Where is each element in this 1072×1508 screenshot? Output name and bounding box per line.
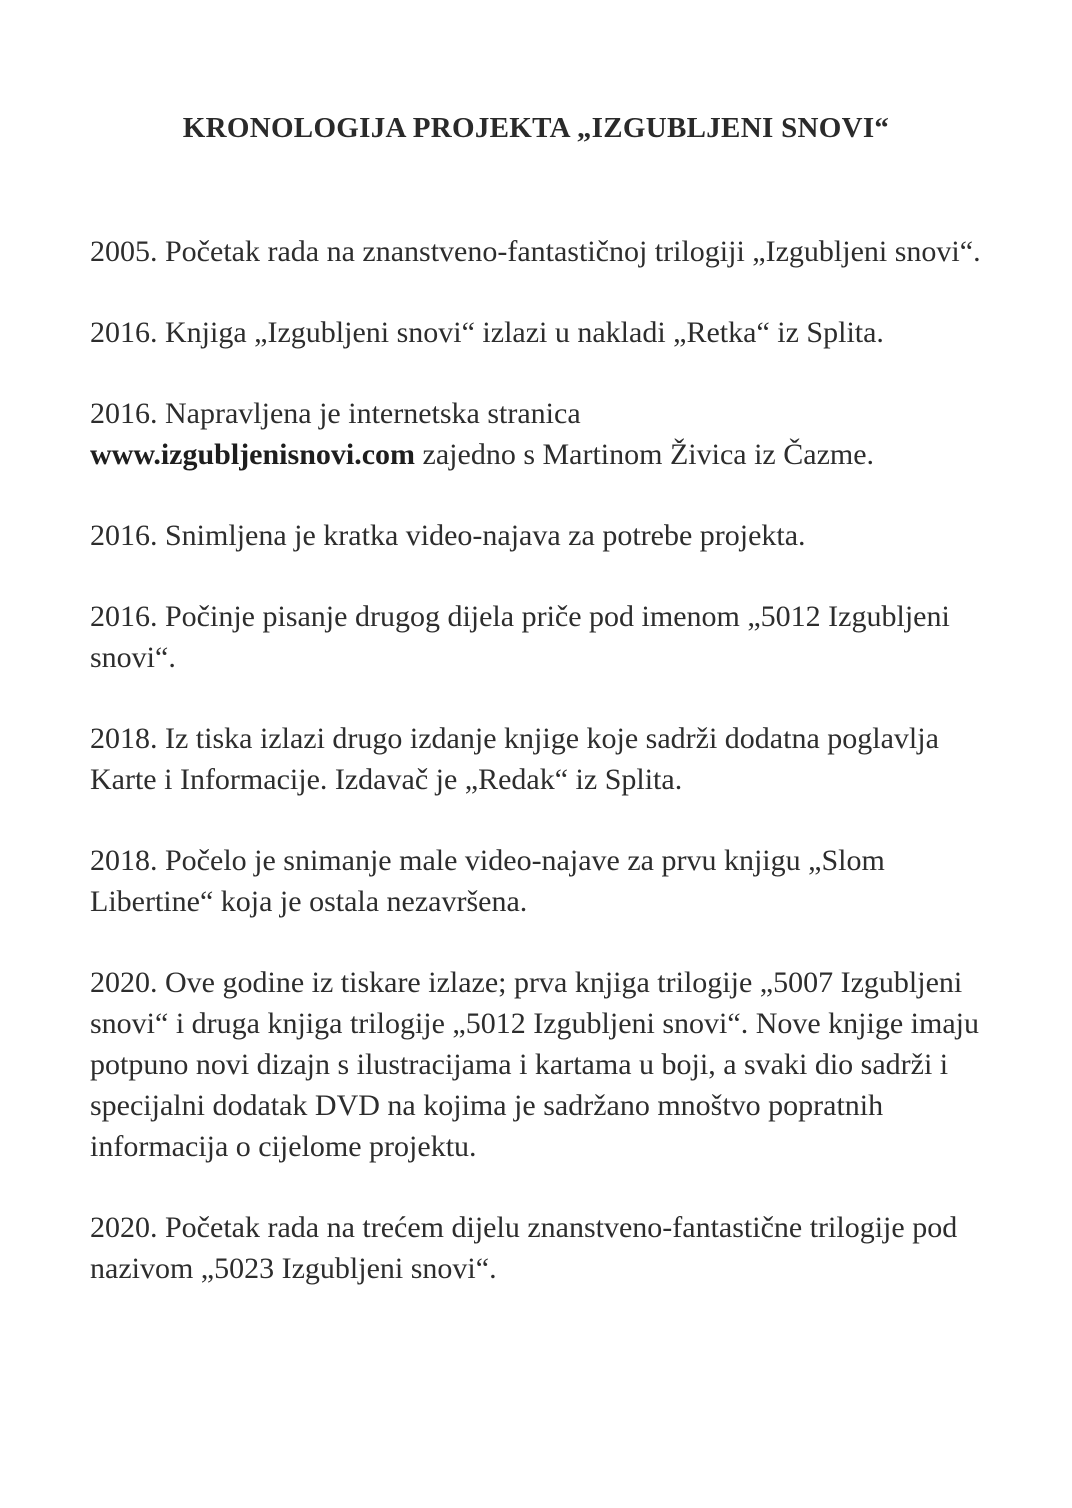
chronology-entry-2005 <box>90 231 1010 272</box>
entry-text: Knjiga „Izgubljeni snovi“ izlazi u nakladi „Retka“ iz Splita. <box>165 316 884 349</box>
chronology-entry-2016-book <box>90 312 1010 353</box>
entry-text: Počelo je snimanje male video-najave za prvu knjigu „Slom Libertine“ koja je ostala nezavršena. <box>90 844 885 918</box>
entry-text: Početak rada na znanstveno-fantastičnoj trilogiji „Izgubljeni snovi“. <box>165 235 981 268</box>
document-title: KRONOLOGIJA PROJEKTA „IZGUBLJENI SNOVI“ <box>182 112 890 144</box>
entry-text: Počinje pisanje drugog dijela priče pod imenom „5012 Izgubljeni snovi“. <box>90 600 950 674</box>
chronology-entry-2018-edition <box>90 718 1010 800</box>
chronology-entry-2016-sequel <box>90 596 1010 678</box>
entry-text: Ove godine iz tiskare izlaze; prva knjiga trilogije „5007 Izgubljeni snovi“ i druga knjiga trilogije „5012 Izgubljeni snovi“. Nove knjige imaju potpuno novi dizajn s ilustracijama i kartama u boji, a svaki dio sadrži i specijalni dodatak DVD na kojima je sadržano mnoštvo popratnih informacija o cijelome projektu. <box>90 966 979 1163</box>
entry-year: 2016. <box>90 519 158 552</box>
entry-year: 2016. <box>90 600 158 633</box>
entry-year: 2018. <box>90 844 158 877</box>
entry-text: Snimljena je kratka video-najava za potrebe projekta. <box>165 519 806 552</box>
chronology-entry-2016-video <box>90 515 1010 556</box>
chronology-entry-2020-third-part <box>90 1207 1010 1289</box>
chronology-list <box>90 231 1010 1329</box>
entry-year: 2018. <box>90 722 158 755</box>
entry-year: 2020. <box>90 966 158 999</box>
entry-text: Početak rada na trećem dijelu znanstveno-fantastične trilogije pod nazivom „5023 Izgubljeni snovi“. <box>90 1211 958 1285</box>
entry-text-after: zajedno s Martinom Živica iz Čazme. <box>422 438 875 471</box>
entry-text-before: Napravljena je internetska stranica <box>165 397 581 430</box>
entry-year: 2016. <box>90 316 158 349</box>
entry-year: 2020. <box>90 1211 158 1244</box>
chronology-entry-2020-release <box>90 962 1010 1167</box>
chronology-entry-2016-website <box>90 393 1010 475</box>
website-link[interactable]: www.izgubljenisnovi.com <box>90 438 416 471</box>
entry-year: 2016. <box>90 397 158 430</box>
chronology-entry-2018-trailer <box>90 840 1010 922</box>
entry-text: Iz tiska izlazi drugo izdanje knjige koje sadrži dodatna poglavlja Karte i Informacije. Izdavač je „Redak“ iz Splita. <box>90 722 939 796</box>
entry-year: 2005. <box>90 235 158 268</box>
